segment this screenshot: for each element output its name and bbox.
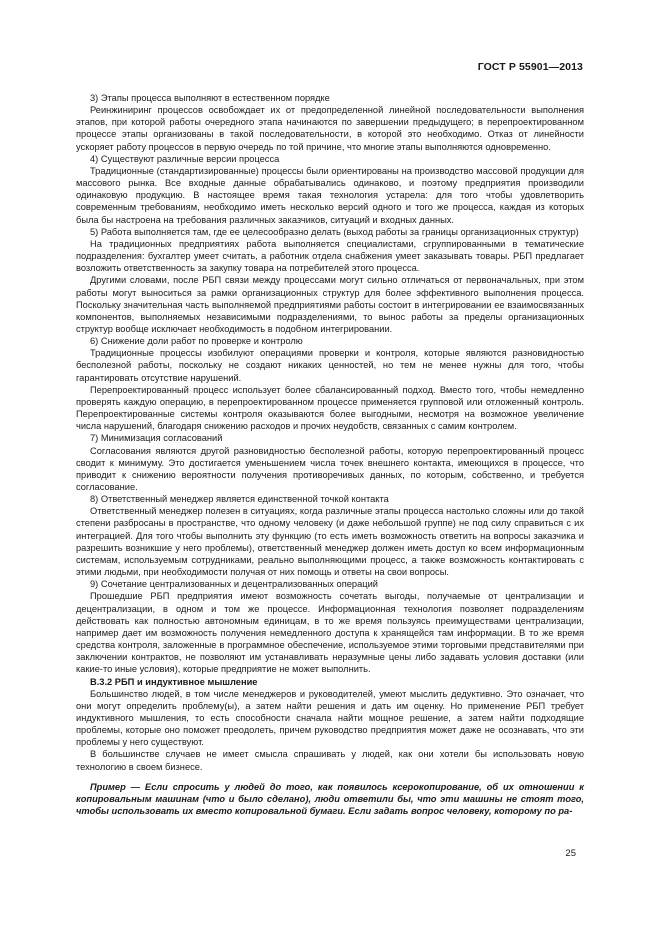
paragraph: Традиционные (стандартизированные) процессы были ориентированы на производство массовой продукции для массового рынка. Все входные данные обрабатывались одинаково, и поэтому предприятия производили одинаковую продукцию. В настоящее время такая технология устарела: для того чтобы удовлетворить современным требованиям, необходимо иметь несколько версий одного и того же процесса, каждая из которых была бы настроена на требования различных заказчиков, ситуаций и входных данных. [76,165,584,225]
example-paragraph: Пример — Если спросить у людей до того, как появилось ксерокопирование, об их отношении к копировальным машинам (что и было сделано), люди ответили бы, что эти машины не стоят того, чтобы использовать их вместо копировальной бумаги. Если задать вопрос человеку, которому по ра- [76,781,584,817]
document-code: ГОСТ Р 55901—2013 [477,61,583,73]
paragraph: Ответственный менеджер полезен в ситуациях, когда различные этапы процесса настолько сложны или до такой степени разбросаны в пространстве, что одному человеку (и даже небольшой группе) не под силу справиться с их интеграцией. Для того чтобы выполнить эту функцию (то есть иметь возможность ответить на вопросы заказчика и разрешить возникшие у него проблемы), ответственный менеджер должен иметь доступ ко всем информационным системам, используемым сотрудниками, реально выполняющими процесс, а также возможность контактировать с этими людьми, при необходимости получая от них помощь и ответы на свои вопросы. [76,506,584,578]
list-heading: 6) Снижение доли работ по проверке и контролю [90,336,303,347]
paragraph: В большинстве случаев не имеет смысла спрашивать у людей, как они хотели бы использовать новую технологию в своем бизнесе. [76,749,584,772]
paragraph: Реинжиниринг процессов освобождает их от предопределенной линейной последовательности выполнения этапов, при которой работы очередного этапа начинаются по завершении предыдущего; в перепроектированном процессе этапы организованы в такой последовательности, в которой это необходимо. Отказ от линейности ускоряет работу процессов в первую очередь по той причине, что многие этапы выполняются одновременно. [76,105,584,152]
paragraph: Традиционные процессы изобилуют операциями проверки и контроля, которые являются разновидностью бесполезной работы, поскольку не создают никаких ценностей, но тем не менее нужны для того, чтобы гарантировать отсутствие нарушений. [76,348,584,383]
page-number: 25 [565,848,576,859]
list-heading: 4) Существуют различные версии процесса [90,153,280,164]
body-text [76,92,584,817]
section-heading: В.3.2 РБП и индуктивное мышление [90,676,258,687]
list-heading: 5) Работа выполняется там, где ее целесообразно делать (выход работы за границы организационных структур) [90,226,579,237]
list-heading: 8) Ответственный менеджер является единственной точкой контакта [90,494,389,505]
list-heading: 7) Минимизация согласований [90,433,223,444]
paragraph: Прошедшие РБП предприятия имеют возможность сочетать выгоды, получаемые от централизации и децентрализации, в одном и том же процессе. Информационная технология позволяет подразделениям действовать как полностью автономным единицам, в то же время пользуясь преимуществами централизации, например дает им возможность получения немедленного доступа к хранящейся там информации. В то же время средства контроля, заложенные в программное обеспечение, используемое этими торговыми представителями при заключении контрактов, не позволяют им устанавливать неразумные цены либо задавать условия доставки (или какие-то иные условия), которые предприятие не может выполнить. [76,591,584,675]
paragraph: Другими словами, после РБП связи между процессами могут сильно отличаться от первоначальных, при этом работы могут выноситься за рамки организационных структур для более эффективного выполнения процесса. Поскольку значительная часть выполняемой предприятиями работы состоит в интегрировании ее взаимосвязанных компонентов, выполняемых независимыми подразделениями, то вынос работы за пределы организационных структур вообще исключает необходимость в подобном интегрировании. [76,275,584,334]
list-heading: 3) Этапы процесса выполняют в естественном порядке [90,93,330,103]
paragraph: Согласования являются другой разновидностью бесполезной работы, которую перепроектированный процесс сводит к минимуму. Это достигается уменьшением числа точек внешнего контакта, имеющихся в процессе, что приводит к снижению вероятности получения противоречивых данных, по которым, собственно, и требуется согласование. [76,445,584,492]
paragraph: Большинство людей, в том числе менеджеров и руководителей, умеют мыслить дедуктивно. Это означает, что они могут определить проблему(ы), а затем найти решения и дать им оценку. Но применение РБП требует индуктивного мышления, то есть способности сначала найти мощное решение, а затем найти подходящие проблемы, которые оно поможет преодолеть, причем руководство предприятия может даже не осознавать, что эти проблемы у него существуют. [76,688,584,748]
paragraph: На традиционных предприятиях работа выполняется специалистами, сгруппированными в тематические подразделения: бухгалтер умеет считать, а работник отдела снабжения умеет заказывать товары. РБП предлагает возложить ответственность за закупку товара на потребителей этого процесса. [76,238,584,274]
paragraph: Перепроектированный процесс использует более сбалансированный подход. Вместо того, чтобы немедленно проверять каждую операцию, в перепроектированном процессе применяется групповой или отложенный контроль. Перепроектированные системы контроля оказываются более выгодными, несмотря на возможное увеличение числа нарушений, благодаря снижению расходов и прочих неудобств, связанных с самим контролем. [76,384,584,432]
list-heading: 9) Сочетание централизованных и децентрализованных операций [90,579,378,590]
